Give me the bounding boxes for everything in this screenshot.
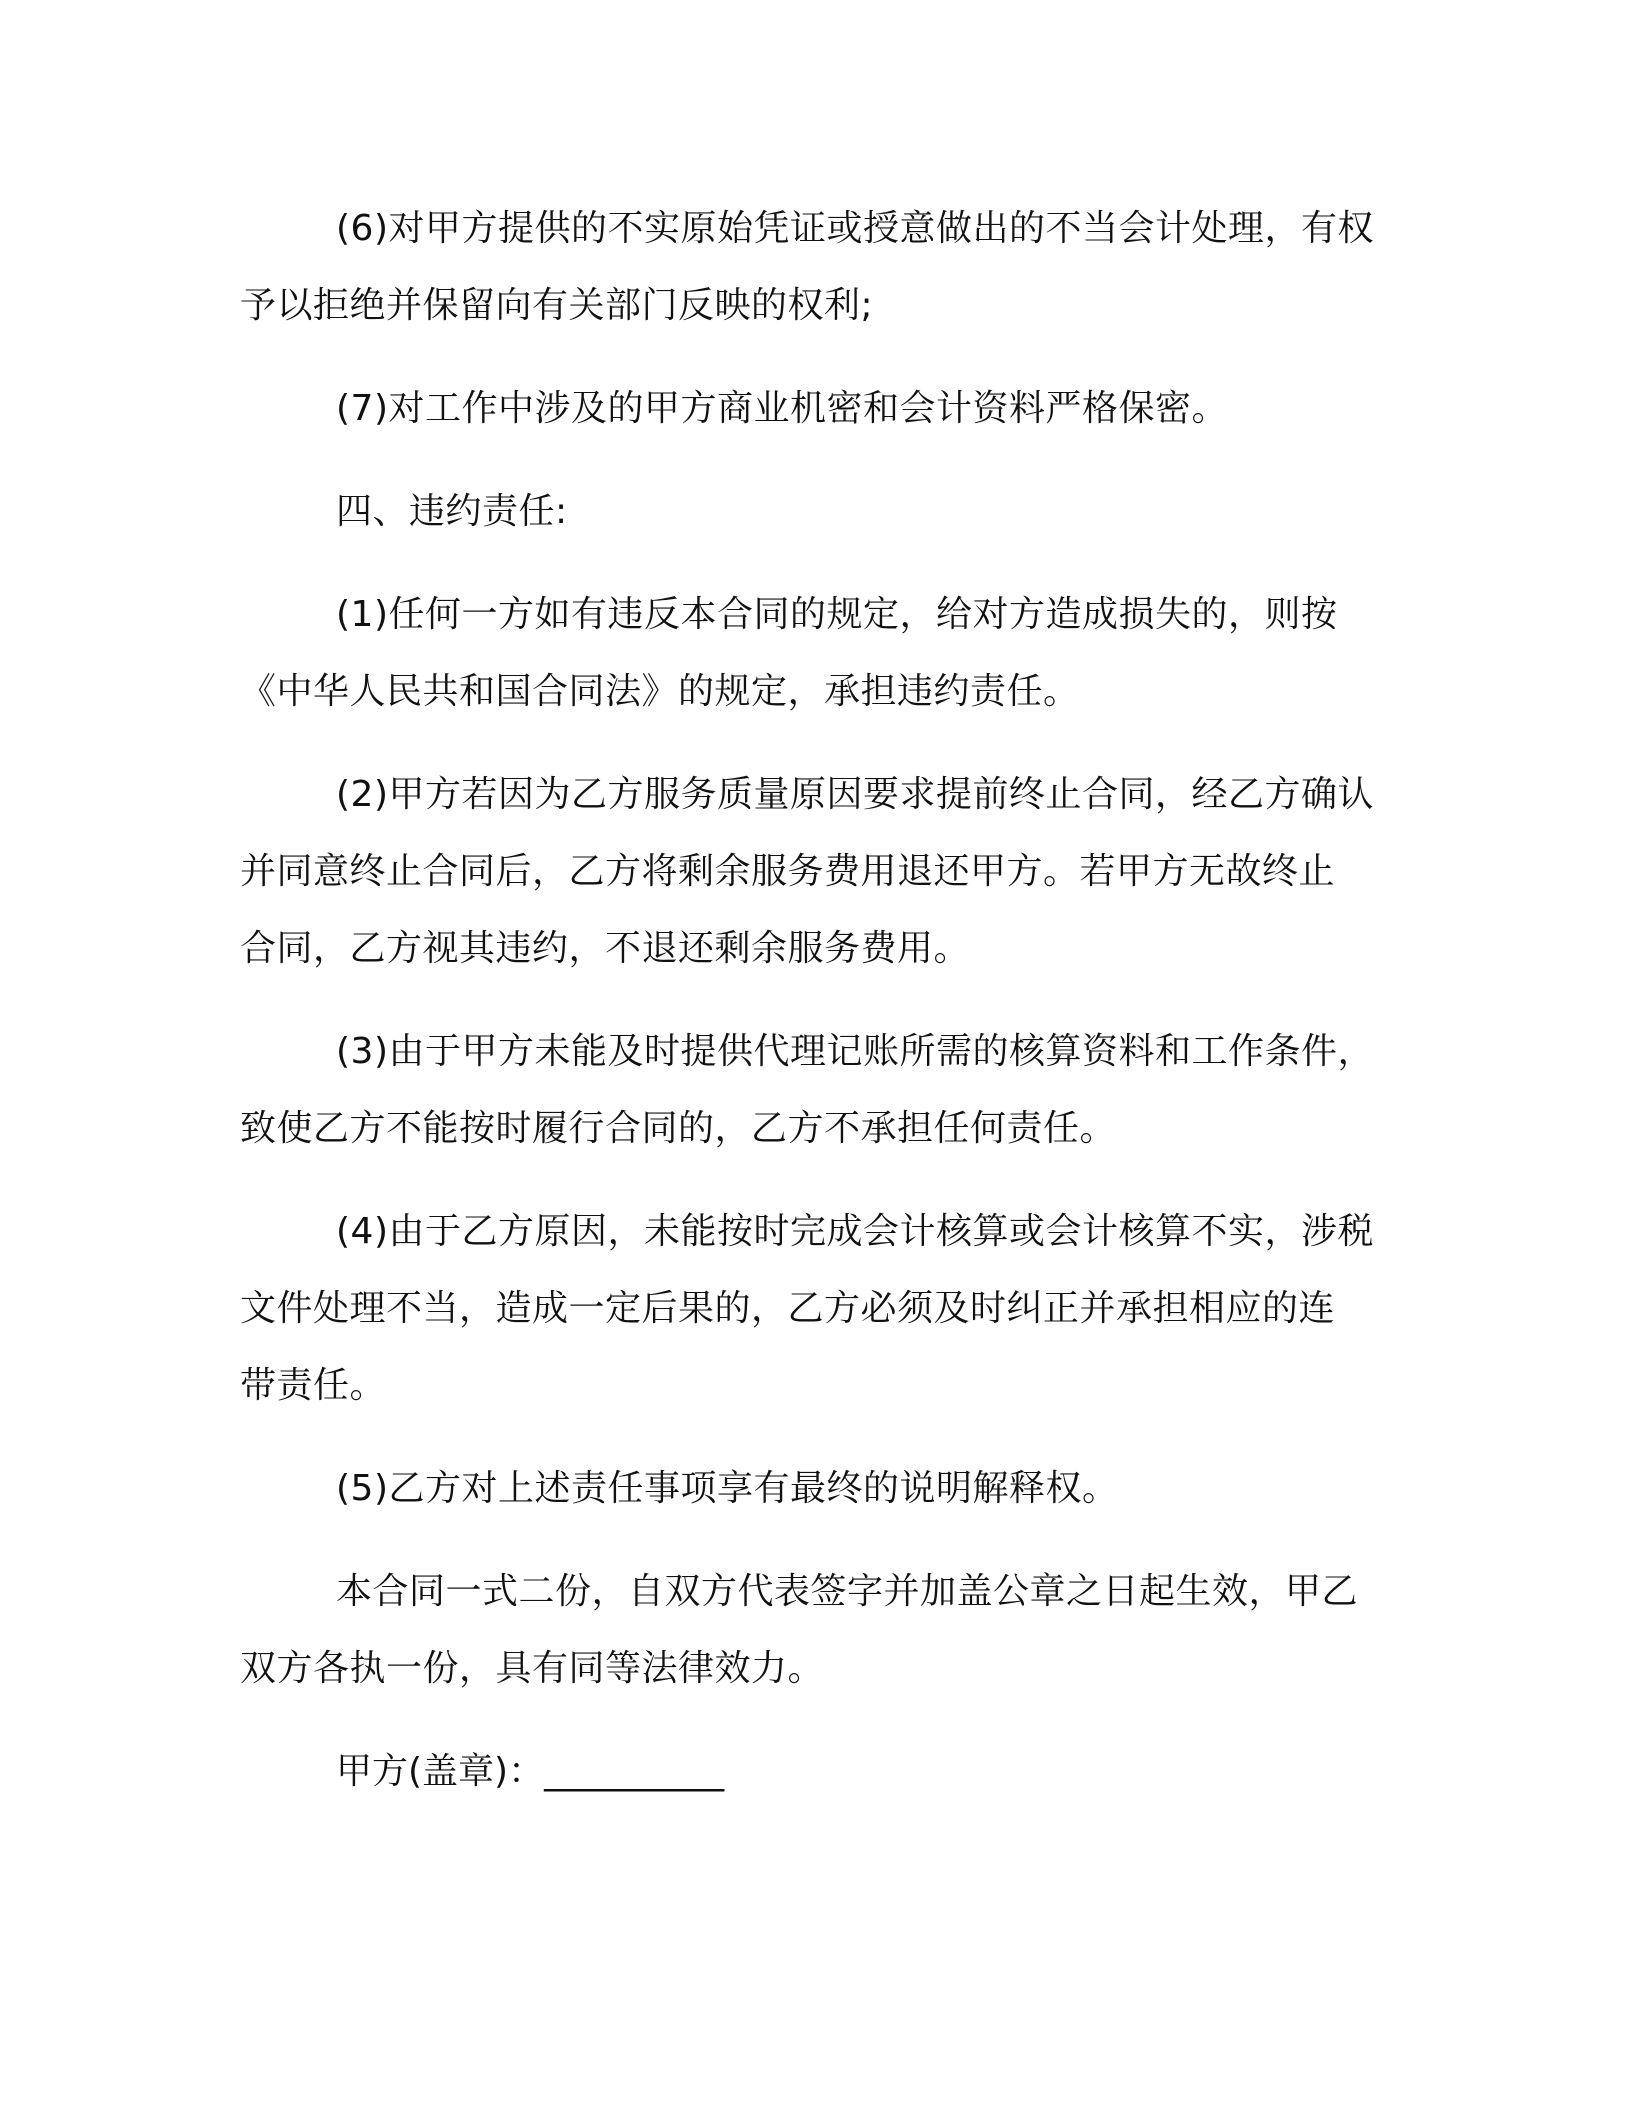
text-line: 带责任。 bbox=[240, 1365, 387, 1406]
text-line: 合同，乙方视其违约，不退还剩余服务费用。 bbox=[240, 928, 971, 969]
section-4-heading bbox=[240, 473, 1390, 550]
text-line: (5)乙方对上述责任事项享有最终的说明解释权。 bbox=[336, 1468, 1119, 1509]
text-line: 并同意终止合同后，乙方将剩余服务费用退还甲方。若甲方无故终止 bbox=[240, 851, 1336, 892]
clause-4-2 bbox=[240, 756, 1390, 987]
section-heading: 四、违约责任: bbox=[336, 491, 568, 532]
clause-4-3 bbox=[240, 1013, 1390, 1167]
document-page bbox=[240, 190, 1390, 1810]
text-line: (6)对甲方提供的不实原始凭证或授意做出的不当会计处理，有权 bbox=[336, 208, 1374, 249]
signature-label: 甲方(盖章)： bbox=[336, 1751, 545, 1792]
signature-blank: __________ bbox=[544, 1751, 725, 1792]
text-line: 致使乙方不能按时履行合同的，乙方不承担任何责任。 bbox=[240, 1108, 1117, 1149]
text-line: (3)由于甲方未能及时提供代理记账所需的核算资料和工作条件， bbox=[336, 1031, 1374, 1072]
text-line: 双方各执一份，具有同等法律效力。 bbox=[240, 1648, 825, 1689]
text-line: (1)任何一方如有违反本合同的规定，给对方造成损失的，则按 bbox=[336, 594, 1338, 635]
clause-4-4 bbox=[240, 1193, 1390, 1424]
clause-3-6 bbox=[240, 190, 1390, 344]
text-line: (4)由于乙方原因，未能按时完成会计核算或会计核算不实，涉税 bbox=[336, 1211, 1374, 1252]
text-line: 《中华人民共和国合同法》的规定，承担违约责任。 bbox=[240, 671, 1080, 712]
clause-4-5 bbox=[240, 1450, 1390, 1527]
text-line: (2)甲方若因为乙方服务质量原因要求提前终止合同，经乙方确认 bbox=[336, 774, 1374, 815]
clause-4-1 bbox=[240, 576, 1390, 730]
text-line: 本合同一式二份，自双方代表签字并加盖公章之日起生效，甲乙 bbox=[336, 1571, 1359, 1612]
text-line: 予以拒绝并保留向有关部门反映的权利; bbox=[240, 285, 874, 326]
text-line: 文件处理不当，造成一定后果的，乙方必须及时纠正并承担相应的连 bbox=[240, 1288, 1336, 1329]
clause-3-7 bbox=[240, 370, 1390, 447]
party-a-signature bbox=[240, 1733, 1390, 1810]
text-line: (7)对工作中涉及的甲方商业机密和会计资料严格保密。 bbox=[336, 388, 1228, 429]
closing-paragraph bbox=[240, 1553, 1390, 1707]
